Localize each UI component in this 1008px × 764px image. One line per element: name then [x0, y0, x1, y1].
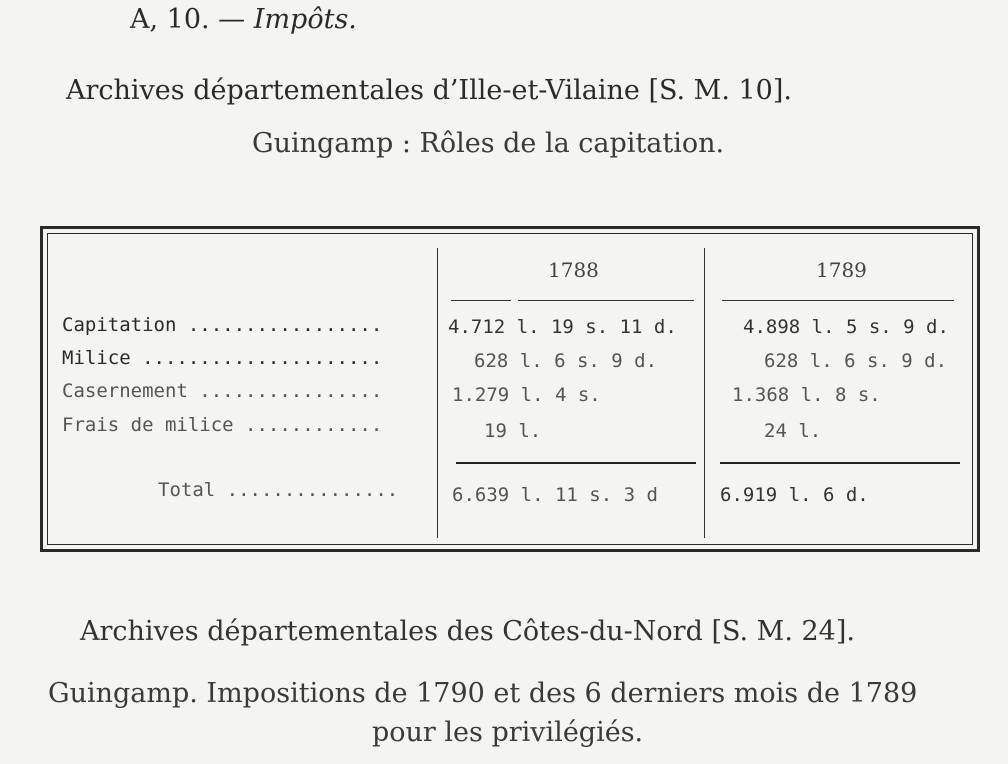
value-1789-capitation: 4.898 l. 5 s. 9 d. — [743, 316, 949, 338]
value-1788-milice: 628 l. 6 s. 9 d. — [474, 350, 658, 372]
archive-source-1: Archives départementales d’Ille-et-Vilaine [S. M. 10]. — [66, 75, 792, 106]
document-subtitle-2-line1: Guingamp. Impositions de 1790 et des 6 derniers mois de 1789 — [48, 678, 918, 709]
archive-source-2: Archives départementales des Côtes-du-Nord [S. M. 24]. — [80, 616, 855, 647]
document-subtitle-2-line2: pour les privilégiés. — [372, 717, 644, 748]
row-label-milice: Milice ..................... — [62, 347, 383, 369]
section-title: Impôts. — [253, 4, 357, 35]
year-1788: 1788 — [548, 258, 599, 282]
value-1789-frais-de-milice: 24 l. — [764, 420, 822, 442]
row-label-casernement: Casernement ................ — [62, 380, 383, 402]
row-label-capitation: Capitation ................. — [62, 314, 383, 336]
column-divider-2 — [704, 248, 705, 538]
value-1788-frais-de-milice: 19 l. — [484, 420, 542, 442]
value-1788-casernement: 1.279 l. 4 s. — [452, 384, 601, 406]
value-1789-milice: 628 l. 6 s. 9 d. — [764, 350, 948, 372]
year-1789: 1789 — [816, 258, 867, 282]
section-number: A, 10. — — [130, 4, 254, 35]
section-heading — [130, 4, 357, 35]
total-rule-1788 — [456, 462, 696, 464]
value-1788-total: 6.639 l. 11 s. 3 d — [452, 484, 658, 506]
value-1789-casernement: 1.368 l. 8 s. — [732, 384, 881, 406]
header-rule-1788b — [518, 300, 694, 301]
value-1788-capitation: 4.712 l. 19 s. 11 d. — [448, 316, 677, 338]
document-subtitle-1: Guingamp : Rôles de la capitation. — [252, 128, 725, 159]
value-1789-total: 6.919 l. 6 d. — [720, 484, 869, 506]
column-divider-1 — [437, 248, 438, 538]
row-label-total: Total ............... — [158, 479, 399, 501]
row-label-frais-de-milice: Frais de milice ............ — [62, 414, 383, 436]
header-rule-1789 — [722, 300, 954, 301]
header-rule-1788a — [451, 300, 511, 301]
total-rule-1789 — [720, 462, 960, 464]
